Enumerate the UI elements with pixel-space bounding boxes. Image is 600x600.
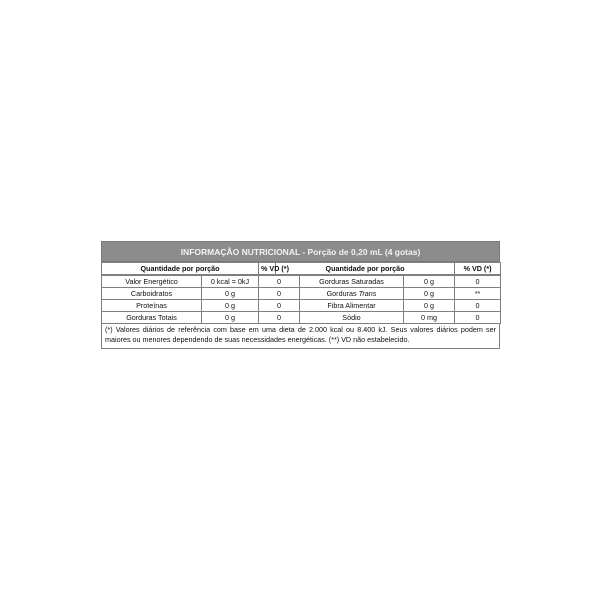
nutrient-vd: 0 [259,288,300,300]
nutrition-facts-panel [101,241,500,349]
nutrition-title: INFORMAÇÃO NUTRICIONAL - Porção de 0,20 mL (4 gotas) [101,241,500,262]
nutrient-amount: 0 g [202,312,259,324]
nutrient-amount: 0 g [404,300,455,312]
nutrient-name: Fibra Alimentar [300,300,404,312]
table-row [102,312,501,324]
header-vd-right: % VD (*) [455,263,501,275]
nutrition-rows [101,275,501,324]
nutrient-amount: 0 kcal = 0kJ [202,276,259,288]
nutrition-table [101,262,501,275]
nutrient-name: Proteínas [102,300,202,312]
nutrient-amount: 0 g [404,288,455,300]
table-header-row [102,263,501,275]
nutrient-name: Gorduras Trans [300,288,404,300]
header-vd-left: % VD (*) [259,263,276,275]
nutrient-vd: 0 [455,300,501,312]
nutrient-name: Gorduras Saturadas [300,276,404,288]
nutrient-name: Carboidratos [102,288,202,300]
nutrient-vd: 0 [455,276,501,288]
table-row [102,276,501,288]
nutrient-amount: 0 g [202,300,259,312]
nutrient-name: Valor Energético [102,276,202,288]
table-row [102,300,501,312]
nutrient-vd: 0 [259,276,300,288]
nutrient-vd: 0 [259,312,300,324]
nutrient-vd: 0 [259,300,300,312]
nutrient-vd: 0 [455,312,501,324]
header-quantity-right: Quantidade por porção [276,263,455,275]
nutrient-amount: 0 g [404,276,455,288]
footnote: (*) Valores diários de referência com base em uma dieta de 2.000 kcal ou 8.400 kJ. Seus valores diários podem ser maiores ou menores dependendo de suas necessidades energéticas. (**) VD não estabelecido. [101,324,500,349]
nutrient-name: Sódio [300,312,404,324]
nutrient-name: Gorduras Totais [102,312,202,324]
nutrient-amount: 0 mg [404,312,455,324]
table-row [102,288,501,300]
nutrient-amount: 0 g [202,288,259,300]
header-quantity-left: Quantidade por porção [102,263,259,275]
nutrient-vd: ** [455,288,501,300]
